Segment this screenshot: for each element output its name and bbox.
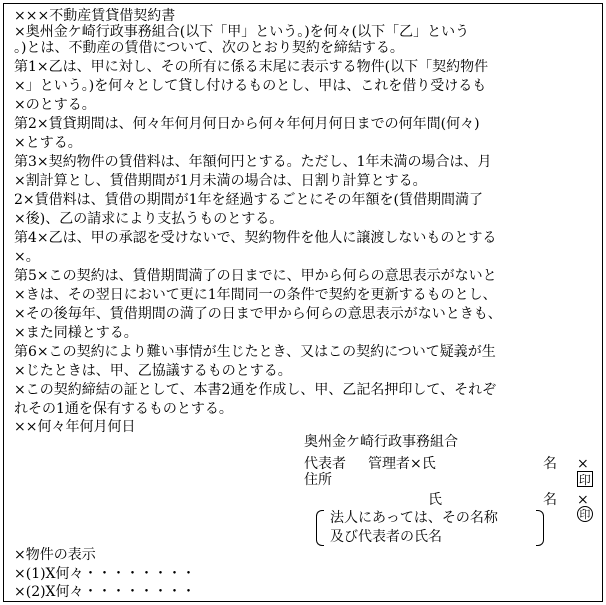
party-b-trailing-mark: × — [577, 492, 589, 508]
party-a-name-label: 名 — [543, 456, 557, 472]
text-line: 第2×賃貸期間は、何々年何月何日から何々年何月何日までの何年間(何々) — [14, 116, 480, 132]
text-line: 。)とは、不動産の賃借について、次のとおり契約を締結する。 — [14, 40, 404, 56]
document-title: ×××不動産賃貸借契約書 — [14, 8, 176, 24]
seal-mark: 印 — [577, 506, 593, 522]
party-a-trailing-mark: × — [577, 456, 589, 472]
party-a-org: 奥州金ケ崎行政事務組合 — [304, 434, 458, 450]
text-line: 第1×乙は、甲に対し、その所有に係る末尾に表示する物件(以下「契約物件 — [14, 59, 489, 75]
text-line: ×割計算とし、賃借期間が1月未満の場合は、日割り計算とする。 — [14, 173, 427, 189]
text-line: ×奥州金ケ崎行政事務組合(以下「甲」という。)を何々(以下「乙」という — [14, 24, 470, 40]
note-bracket-left — [316, 510, 324, 546]
text-line: 第6×この契約により難い事情が生じたとき、又はこの契約について疑義が生 — [14, 344, 496, 360]
property-heading: ×物件の表示 — [14, 547, 96, 563]
party-b-note-line2: 及び代表者の氏名 — [330, 529, 442, 545]
text-line: れその1通を保有するものとする。 — [14, 401, 233, 417]
seal-mark: 印 — [578, 473, 591, 487]
text-line: 2×賃借料は、賃借の期間が1年を経過するごとにその年額を(賃借期間満了 — [14, 192, 484, 208]
party-b-note-line1: 法人にあっては、その名称 — [330, 510, 498, 526]
party-b-surname-label: 氏 — [428, 492, 442, 508]
text-line: ×その後毎年、賃借期間の満了の日まで甲から何らの意思表示がないときも、 — [14, 306, 502, 322]
text-line: ×また同様とする。 — [14, 325, 138, 341]
text-line: 第3×契約物件の賃借料は、年額何円とする。ただし、1年未満の場合は、月 — [14, 154, 492, 170]
property-item: ×(2)X何々・・・・・・・・ — [14, 584, 196, 600]
text-line: ×きは、その翌日において更に1年間同一の条件で契約を更新するものとし、 — [14, 287, 497, 303]
party-b-address-label: 住所 — [304, 472, 332, 488]
party-a-representative-label: 代表者 — [304, 456, 346, 472]
text-line: ×じたときは、甲、乙協議するものとする。 — [14, 363, 292, 379]
text-line: ×のとする。 — [14, 97, 96, 113]
text-line: ×この契約締結の証として、本書2通を作成し、甲、乙記名押印して、それぞ — [14, 382, 497, 398]
contract-date: ××何々年何月何日 — [14, 419, 136, 435]
party-b-name-label: 名 — [543, 492, 557, 508]
text-line: ×」という。)を何々として貸し付けるものとし、甲は、これを借り受けるも — [14, 78, 487, 94]
party-a-manager: 管理者×氏 — [368, 456, 436, 472]
property-item: ×(1)X何々・・・・・・・・ — [14, 566, 196, 582]
note-bracket-right — [536, 510, 544, 546]
text-line: ×とする。 — [14, 135, 82, 151]
text-line: ×。 — [14, 249, 40, 265]
text-line: 第4×乙は、甲の承認を受けないで、契約物件を他人に譲渡しないものとする — [14, 230, 497, 246]
text-line: 第5×この契約は、賃借期間満了の日までに、甲から何らの意思表示がないと — [14, 268, 497, 284]
text-line: ×後)、乙の請求により支払うものとする。 — [14, 211, 284, 227]
